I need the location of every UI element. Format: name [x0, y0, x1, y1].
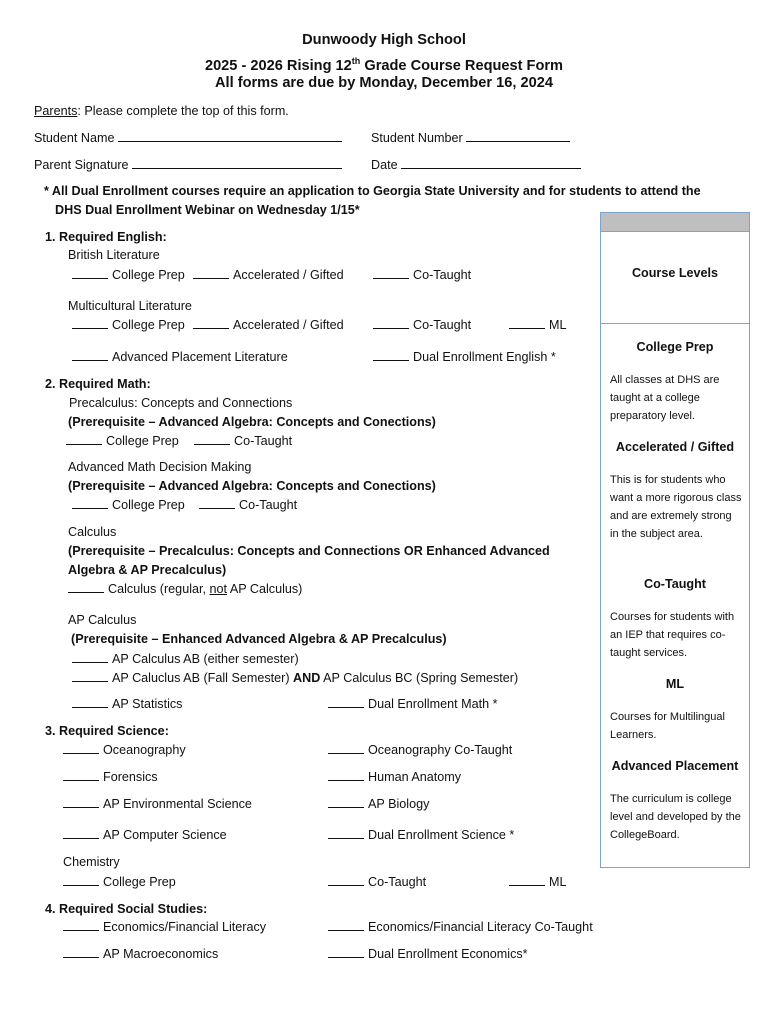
ml-desc: Courses for Multilingual Learners.: [610, 711, 725, 741]
date-field[interactable]: [371, 157, 581, 173]
multicultural-literature-label: Multicultural Literature: [68, 299, 192, 313]
option-label: Accelerated / Gifted: [233, 268, 344, 282]
british-college-prep-option[interactable]: [72, 267, 185, 283]
option-label: Co-Taught: [413, 268, 472, 282]
ap-desc: The curriculum is college level and developed by the CollegeBoard.: [610, 793, 741, 841]
due-date: All forms are due by Monday, December 16, 2024: [215, 75, 553, 91]
ap-calc-ab-option[interactable]: [72, 651, 299, 667]
option-label: AP Caluclus AB (Fall Semester): [112, 671, 294, 685]
econ-option[interactable]: [63, 919, 266, 935]
option-label: Dual Enrollment Economics*: [368, 947, 528, 961]
college-prep-heading: College Prep: [636, 340, 714, 354]
option-label: Advanced Placement Literature: [112, 350, 288, 364]
option-label-2: AP Calculus BC (Spring Semester): [320, 671, 519, 685]
parents-label: Parents: [34, 104, 78, 118]
option-label: Dual Enrollment Science *: [368, 828, 515, 842]
school-name: Dunwoody High School: [302, 32, 466, 48]
option-label: Co-Taught: [413, 318, 472, 332]
sidebar-header-bar: [601, 213, 749, 232]
ap-macro-option[interactable]: [63, 946, 218, 962]
student-name-field[interactable]: [34, 130, 342, 146]
option-label: College Prep: [112, 268, 185, 282]
ap-literature-option[interactable]: [72, 349, 288, 365]
form-title-sup: th: [351, 56, 361, 66]
option-label: Human Anatomy: [368, 770, 462, 784]
date-line[interactable]: [401, 157, 581, 169]
date-label: Date: [371, 158, 398, 172]
option-label: Economics/Financial Literacy: [103, 920, 267, 934]
multicultural-co-taught-option[interactable]: [373, 317, 471, 333]
option-label: College Prep: [106, 434, 179, 448]
option-label: College Prep: [112, 318, 185, 332]
ml-heading: ML: [665, 677, 685, 691]
math-heading: 2. Required Math:: [45, 377, 151, 391]
student-number-field[interactable]: [371, 130, 570, 146]
student-name-line[interactable]: [118, 130, 342, 142]
social-studies-heading: 4. Required Social Studies:: [45, 902, 208, 916]
forensics-option[interactable]: [63, 769, 158, 785]
calculus-prereq-2: Algebra & AP Precalculus): [68, 563, 227, 577]
accelerated-heading: Accelerated / Gifted: [615, 440, 735, 454]
dual-enrollment-note-2: DHS Dual Enrollment Webinar on Wednesday 1/15*: [55, 203, 360, 217]
de-english-option[interactable]: [373, 349, 556, 365]
form-title-text-2: Grade Course Request Form: [360, 57, 564, 74]
option-label: Co-Taught: [239, 498, 298, 512]
multicultural-college-prep-option[interactable]: [72, 317, 185, 333]
option-label: Dual Enrollment Math *: [368, 697, 498, 711]
calculus-option[interactable]: [68, 581, 302, 597]
option-label: Economics/Financial Literacy Co-Taught: [368, 920, 593, 934]
ap-cs-option[interactable]: [63, 827, 227, 843]
apes-option[interactable]: [63, 796, 252, 812]
econ-ct-option[interactable]: [328, 919, 593, 935]
precalculus-label: Precalculus: Concepts and Connections: [69, 396, 293, 410]
british-co-taught-option[interactable]: [373, 267, 471, 283]
option-label-and: AND: [293, 671, 321, 685]
co-taught-heading: Co-Taught: [643, 577, 706, 591]
option-label: Oceanography: [103, 743, 186, 757]
course-levels-sidebar: [600, 212, 750, 868]
calculus-prereq: (Prerequisite – Precalculus: Concepts and Connections OR Enhanced Advanced: [68, 544, 550, 558]
option-label: AP Environmental Science: [103, 797, 252, 811]
multicultural-accelerated-option[interactable]: [193, 317, 344, 333]
ap-calc-ab-bc-option[interactable]: [72, 670, 518, 686]
amdm-label: Advanced Math Decision Making: [68, 460, 252, 474]
option-label: Accelerated / Gifted: [233, 318, 344, 332]
option-label: AP Statistics: [112, 697, 183, 711]
precalc-college-prep-option[interactable]: [66, 433, 179, 449]
option-label: Forensics: [103, 770, 158, 784]
precalculus-prereq: (Prerequisite – Advanced Algebra: Concepts and Conections): [68, 415, 436, 429]
option-label-not: not: [209, 582, 228, 596]
chem-ml-option[interactable]: [509, 874, 567, 890]
parent-signature-label: Parent Signature: [34, 158, 129, 172]
option-label: College Prep: [112, 498, 185, 512]
ap-biology-option[interactable]: [328, 796, 429, 812]
oceanography-option[interactable]: [63, 742, 186, 758]
option-label: ML: [549, 318, 567, 332]
option-label: AP Macroeconomics: [103, 947, 219, 961]
option-label: Oceanography Co-Taught: [368, 743, 513, 757]
option-label: Dual Enrollment English *: [413, 350, 556, 364]
oceanography-ct-option[interactable]: [328, 742, 512, 758]
anatomy-option[interactable]: [328, 769, 461, 785]
ap-calculus-prereq: (Prerequisite – Enhanced Advanced Algebra & AP Precalculus): [71, 632, 447, 646]
science-heading: 3. Required Science:: [45, 724, 169, 738]
option-label: AP Calculus AB (either semester): [112, 652, 299, 666]
sidebar-title: Course Levels: [631, 266, 719, 280]
parents-text: : Please complete the top of this form.: [77, 104, 289, 118]
student-number-label: Student Number: [371, 131, 463, 145]
de-econ-option[interactable]: [328, 946, 528, 962]
option-label: Calculus (regular,: [108, 582, 210, 596]
option-label: ML: [549, 875, 567, 889]
sidebar-title-box: [601, 232, 749, 324]
option-label: Co-Taught: [234, 434, 293, 448]
option-label: AP Computer Science: [103, 828, 227, 842]
multicultural-ml-option[interactable]: [509, 317, 567, 333]
accelerated-desc: This is for students who want a more rigorous class and are extremely strong in the subject area.: [610, 474, 742, 540]
student-name-label: Student Name: [34, 131, 115, 145]
option-label-2: AP Calculus): [227, 582, 303, 596]
form-title-text: 2025 - 2026 Rising 12: [204, 57, 352, 74]
ap-heading: Advanced Placement: [611, 759, 739, 773]
british-accelerated-option[interactable]: [193, 267, 344, 283]
english-heading: 1. Required English:: [45, 230, 167, 244]
parent-signature-line[interactable]: [132, 157, 342, 169]
amdm-co-taught-option[interactable]: [199, 497, 297, 513]
chem-co-taught-option[interactable]: [328, 874, 426, 890]
ap-statistics-option[interactable]: [72, 696, 182, 712]
parent-signature-field[interactable]: [34, 157, 342, 173]
option-label: College Prep: [103, 875, 176, 889]
amdm-prereq: (Prerequisite – Advanced Algebra: Concepts and Conections): [68, 479, 436, 493]
amdm-college-prep-option[interactable]: [72, 497, 185, 513]
college-prep-desc: All classes at DHS are taught at a college preparatory level.: [610, 374, 720, 422]
chemistry-label: Chemistry: [63, 855, 120, 869]
precalc-co-taught-option[interactable]: [194, 433, 292, 449]
option-label: AP Biology: [368, 797, 430, 811]
chem-college-prep-option[interactable]: [63, 874, 176, 890]
dual-enrollment-note: * All Dual Enrollment courses require an application to Georgia State University and for students to attend the: [44, 184, 701, 198]
de-math-option[interactable]: [328, 696, 498, 712]
student-number-line[interactable]: [466, 130, 570, 142]
ap-calculus-label: AP Calculus: [68, 613, 137, 627]
parents-instruction: [34, 103, 289, 119]
british-literature-label: British Literature: [68, 248, 160, 262]
de-science-option[interactable]: [328, 827, 514, 843]
calculus-label: Calculus: [68, 525, 117, 539]
option-label: Co-Taught: [368, 875, 427, 889]
co-taught-desc: Courses for students with an IEP that requires co-taught services.: [610, 611, 735, 659]
